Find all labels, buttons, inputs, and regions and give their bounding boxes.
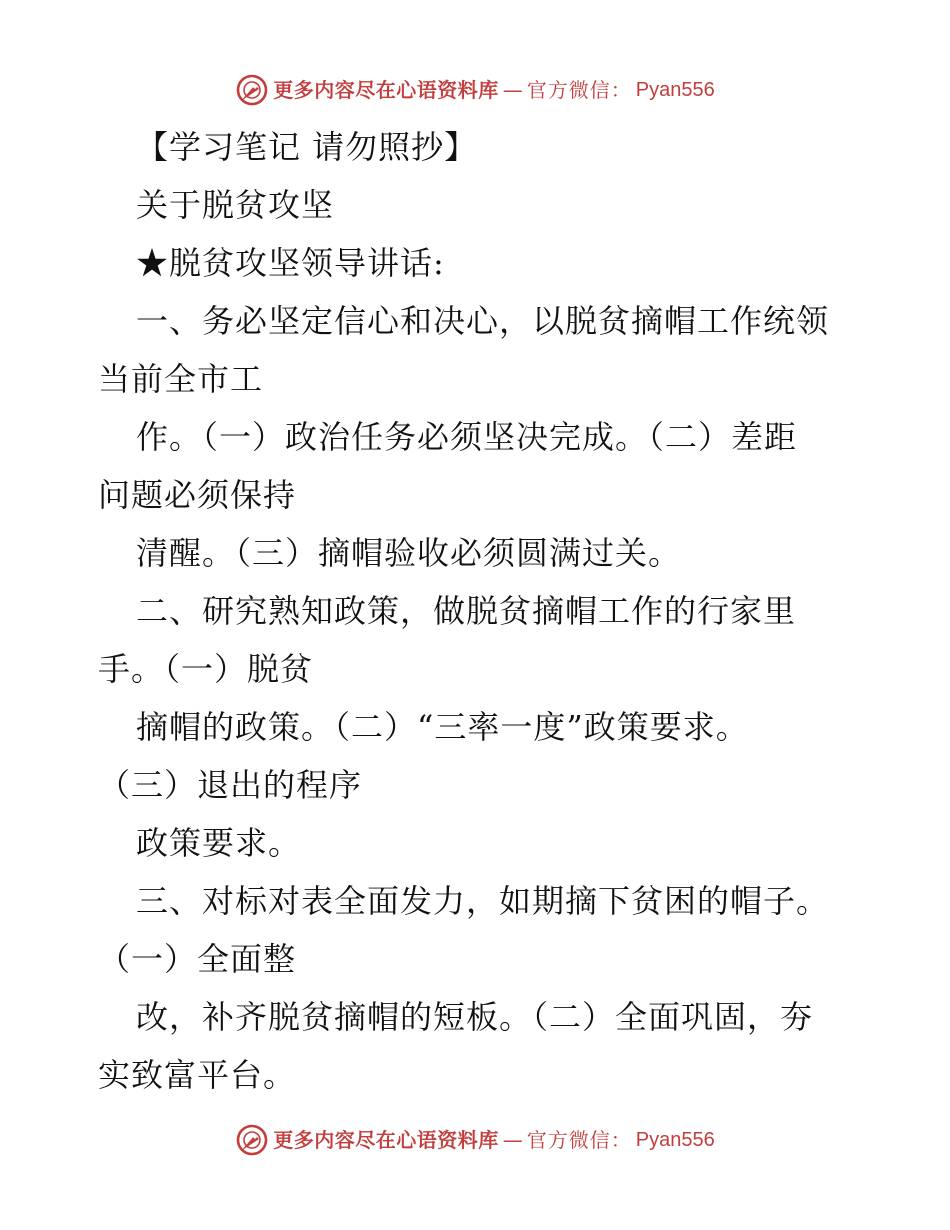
paragraph-line: 作。（一）政治任务必须坚决完成。（二）差距 xyxy=(136,418,798,456)
footer-banner-title: 更多内容尽在心语资料库 xyxy=(273,1128,499,1152)
header-banner xyxy=(0,70,950,110)
header-banner-wechat-label: 官方微信： xyxy=(526,78,632,102)
document-title: 关于脱贫攻坚 xyxy=(136,186,335,224)
footer-banner-wechat-id: Pyan556 xyxy=(635,1129,715,1151)
paragraph-line: 二、研究熟知政策，做脱贫摘帽工作的行家里 xyxy=(136,592,797,630)
paragraph-line: 问题必须保持 xyxy=(98,476,297,514)
paragraph-line: 实致富平台。 xyxy=(98,1056,297,1094)
footer-banner-content xyxy=(235,1123,714,1157)
paragraph-line: 手。（一）脱贫 xyxy=(98,650,314,688)
pen-nib-circle-icon xyxy=(235,73,269,107)
section-heading: ★脱贫攻坚领导讲话: xyxy=(136,244,445,282)
header-banner-separator: — xyxy=(502,78,523,102)
paragraph-line: 清醒。（三）摘帽验收必须圆满过关。 xyxy=(136,534,682,572)
paragraph-line: （三）退出的程序 xyxy=(98,766,363,804)
header-banner-title: 更多内容尽在心语资料库 xyxy=(273,78,499,102)
paragraph-line: 摘帽的政策。（二）“三率一度”政策要求。 xyxy=(136,708,749,746)
document-body xyxy=(98,118,858,1104)
pen-nib-circle-icon xyxy=(235,1123,269,1157)
footer-banner-separator: — xyxy=(502,1128,523,1152)
paragraph-line: 政策要求。 xyxy=(136,824,302,862)
paragraph-line: 三、对标对表全面发力，如期摘下贫困的帽子。 xyxy=(136,882,830,920)
paragraph-line: 当前全市工 xyxy=(98,360,264,398)
paragraph-line: 一、务必坚定信心和决心，以脱贫摘帽工作统领 xyxy=(136,302,830,340)
paragraph-line: （一）全面整 xyxy=(98,940,297,978)
footer-banner xyxy=(0,1120,950,1160)
paragraph-line: 改，补齐脱贫摘帽的短板。（二）全面巩固，夯 xyxy=(136,998,814,1036)
footer-banner-wechat-label: 官方微信： xyxy=(526,1128,632,1152)
header-banner-content xyxy=(235,73,714,107)
note-heading: 【学习笔记 请勿照抄】 xyxy=(136,128,478,166)
header-banner-wechat-id: Pyan556 xyxy=(635,79,715,101)
